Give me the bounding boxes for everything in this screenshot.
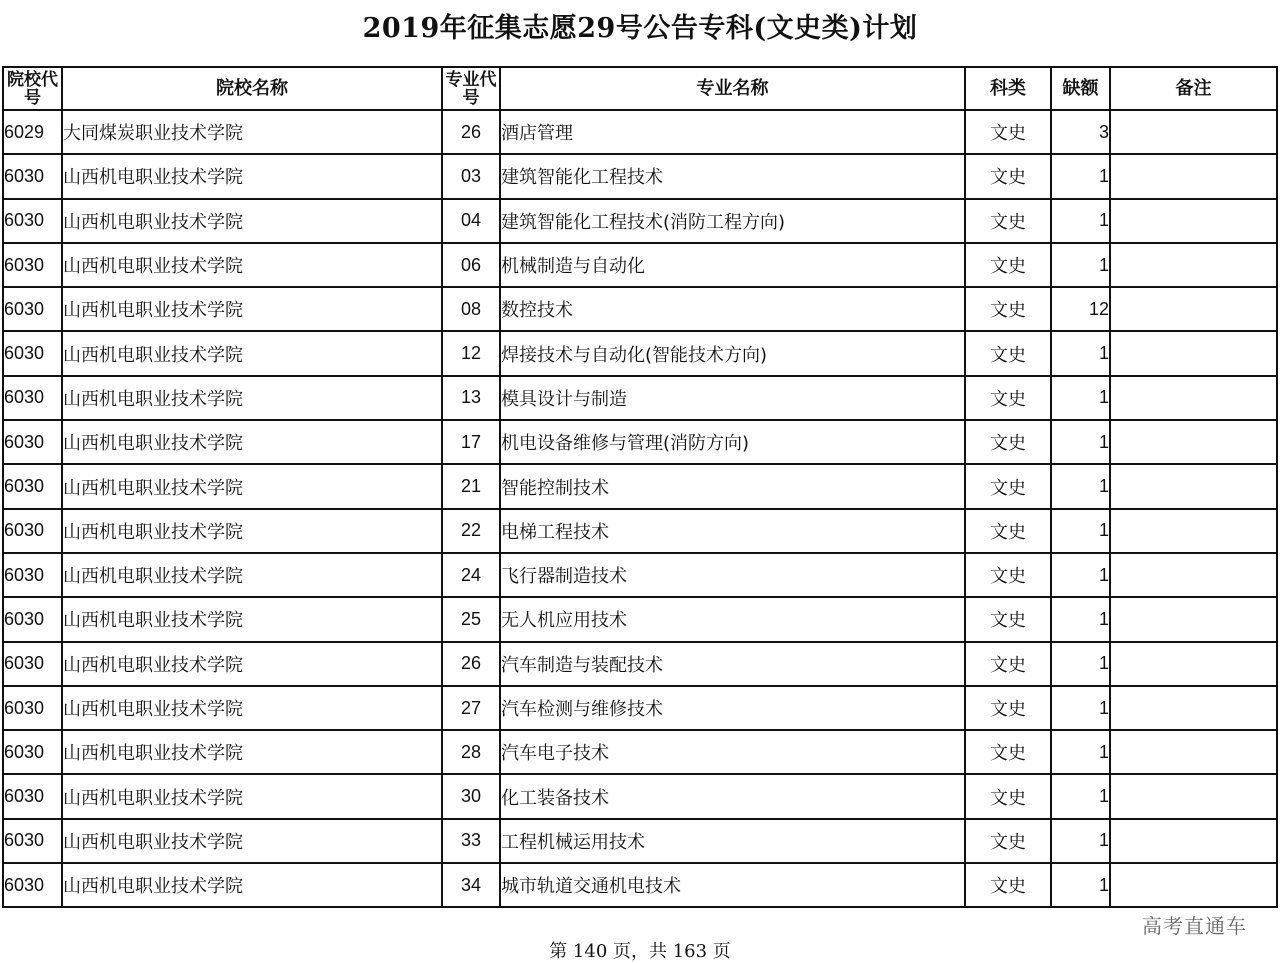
- cell-category: 文史: [965, 331, 1051, 375]
- cell-major-name: 智能控制技术: [500, 464, 965, 508]
- cell-vacancies: 1: [1051, 686, 1110, 730]
- cell-major-code: 04: [442, 199, 500, 243]
- cell-remarks: [1110, 420, 1277, 464]
- cell-vacancies: 1: [1051, 376, 1110, 420]
- cell-vacancies: 1: [1051, 331, 1110, 375]
- table-row: [3, 863, 1277, 907]
- cell-major-code: 26: [442, 110, 500, 154]
- cell-major-code: 12: [442, 331, 500, 375]
- cell-school-code: 6030: [3, 553, 62, 597]
- cell-category: 文史: [965, 243, 1051, 287]
- cell-remarks: [1110, 154, 1277, 198]
- cell-remarks: [1110, 110, 1277, 154]
- cell-school-code: 6029: [3, 110, 62, 154]
- cell-vacancies: 1: [1051, 464, 1110, 508]
- cell-school-code: 6030: [3, 464, 62, 508]
- cell-major-code: 34: [442, 863, 500, 907]
- page-title: 2019年征集志愿29号公告专科(文史类)计划: [362, 13, 918, 44]
- header-row: [3, 67, 1277, 110]
- cell-category: 文史: [965, 110, 1051, 154]
- cell-major-name: 无人机应用技术: [500, 597, 965, 641]
- cell-major-code: 33: [442, 819, 500, 863]
- table-row: [3, 642, 1277, 686]
- cell-remarks: [1110, 199, 1277, 243]
- cell-major-code: 24: [442, 553, 500, 597]
- cell-school-name: 山西机电职业技术学院: [62, 819, 442, 863]
- cell-school-code: 6030: [3, 154, 62, 198]
- header-school-code: 院校代号: [3, 67, 62, 110]
- cell-vacancies: 1: [1051, 154, 1110, 198]
- cell-school-name: 大同煤炭职业技术学院: [62, 110, 442, 154]
- cell-school-name: 山西机电职业技术学院: [62, 553, 442, 597]
- cell-major-name: 模具设计与制造: [500, 376, 965, 420]
- cell-remarks: [1110, 774, 1277, 818]
- cell-vacancies: 1: [1051, 553, 1110, 597]
- cell-remarks: [1110, 331, 1277, 375]
- table-row: [3, 597, 1277, 641]
- cell-major-name: 数控技术: [500, 287, 965, 331]
- cell-category: 文史: [965, 553, 1051, 597]
- cell-category: 文史: [965, 376, 1051, 420]
- cell-school-name: 山西机电职业技术学院: [62, 154, 442, 198]
- cell-major-code: 13: [442, 376, 500, 420]
- cell-school-name: 山西机电职业技术学院: [62, 509, 442, 553]
- cell-school-name: 山西机电职业技术学院: [62, 243, 442, 287]
- cell-category: 文史: [965, 287, 1051, 331]
- cell-major-name: 汽车检测与维修技术: [500, 686, 965, 730]
- cell-school-code: 6030: [3, 243, 62, 287]
- cell-school-code: 6030: [3, 597, 62, 641]
- cell-remarks: [1110, 243, 1277, 287]
- cell-major-code: 27: [442, 686, 500, 730]
- cell-school-code: 6030: [3, 686, 62, 730]
- cell-school-name: 山西机电职业技术学院: [62, 331, 442, 375]
- header-vacancies: 缺额: [1051, 67, 1110, 110]
- cell-major-name: 建筑智能化工程技术: [500, 154, 965, 198]
- cell-category: 文史: [965, 863, 1051, 907]
- cell-school-name: 山西机电职业技术学院: [62, 597, 442, 641]
- cell-major-name: 酒店管理: [500, 110, 965, 154]
- cell-school-code: 6030: [3, 199, 62, 243]
- cell-remarks: [1110, 730, 1277, 774]
- cell-school-name: 山西机电职业技术学院: [62, 642, 442, 686]
- cell-remarks: [1110, 464, 1277, 508]
- header-major-name: 专业名称: [500, 67, 965, 110]
- cell-school-code: 6030: [3, 331, 62, 375]
- table-row: [3, 110, 1277, 154]
- cell-major-code: 21: [442, 464, 500, 508]
- table-body: [3, 110, 1277, 907]
- table-row: [3, 154, 1277, 198]
- cell-major-name: 焊接技术与自动化(智能技术方向): [500, 331, 965, 375]
- cell-remarks: [1110, 509, 1277, 553]
- cell-major-name: 电梯工程技术: [500, 509, 965, 553]
- cell-major-name: 汽车制造与装配技术: [500, 642, 965, 686]
- table-row: [3, 287, 1277, 331]
- cell-major-code: 22: [442, 509, 500, 553]
- cell-major-code: 17: [442, 420, 500, 464]
- table-row: [3, 553, 1277, 597]
- cell-remarks: [1110, 287, 1277, 331]
- cell-remarks: [1110, 819, 1277, 863]
- header-remarks: 备注: [1110, 67, 1277, 110]
- cell-major-name: 化工装备技术: [500, 774, 965, 818]
- cell-major-code: 25: [442, 597, 500, 641]
- table-row: [3, 686, 1277, 730]
- page-footer: 第 140 页，共 163 页: [549, 941, 731, 962]
- cell-vacancies: 1: [1051, 199, 1110, 243]
- header-school-name: 院校名称: [62, 67, 442, 110]
- cell-vacancies: 1: [1051, 509, 1110, 553]
- table-row: [3, 420, 1277, 464]
- cell-category: 文史: [965, 774, 1051, 818]
- cell-major-name: 工程机械运用技术: [500, 819, 965, 863]
- cell-major-name: 建筑智能化工程技术(消防工程方向): [500, 199, 965, 243]
- cell-school-code: 6030: [3, 376, 62, 420]
- table-row: [3, 730, 1277, 774]
- table-row: [3, 464, 1277, 508]
- cell-category: 文史: [965, 597, 1051, 641]
- cell-vacancies: 1: [1051, 730, 1110, 774]
- table-row: [3, 199, 1277, 243]
- cell-school-code: 6030: [3, 287, 62, 331]
- cell-category: 文史: [965, 464, 1051, 508]
- header-category: 科类: [965, 67, 1051, 110]
- cell-school-name: 山西机电职业技术学院: [62, 730, 442, 774]
- cell-vacancies: 1: [1051, 819, 1110, 863]
- cell-vacancies: 3: [1051, 110, 1110, 154]
- cell-remarks: [1110, 863, 1277, 907]
- cell-major-name: 机电设备维修与管理(消防方向): [500, 420, 965, 464]
- watermark: 高考直通车: [1142, 914, 1247, 938]
- cell-school-name: 山西机电职业技术学院: [62, 464, 442, 508]
- cell-school-name: 山西机电职业技术学院: [62, 376, 442, 420]
- cell-school-name: 山西机电职业技术学院: [62, 863, 442, 907]
- cell-remarks: [1110, 686, 1277, 730]
- cell-category: 文史: [965, 154, 1051, 198]
- cell-school-name: 山西机电职业技术学院: [62, 774, 442, 818]
- cell-major-code: 06: [442, 243, 500, 287]
- table-row: [3, 509, 1277, 553]
- cell-school-name: 山西机电职业技术学院: [62, 686, 442, 730]
- cell-category: 文史: [965, 642, 1051, 686]
- cell-school-code: 6030: [3, 819, 62, 863]
- cell-school-name: 山西机电职业技术学院: [62, 199, 442, 243]
- cell-school-code: 6030: [3, 642, 62, 686]
- cell-remarks: [1110, 376, 1277, 420]
- cell-school-code: 6030: [3, 730, 62, 774]
- cell-category: 文史: [965, 199, 1051, 243]
- cell-major-code: 03: [442, 154, 500, 198]
- cell-major-code: 30: [442, 774, 500, 818]
- cell-school-name: 山西机电职业技术学院: [62, 287, 442, 331]
- cell-vacancies: 1: [1051, 597, 1110, 641]
- cell-school-code: 6030: [3, 509, 62, 553]
- cell-school-code: 6030: [3, 863, 62, 907]
- cell-remarks: [1110, 553, 1277, 597]
- header-major-code: 专业代号: [442, 67, 500, 110]
- cell-major-name: 机械制造与自动化: [500, 243, 965, 287]
- cell-category: 文史: [965, 730, 1051, 774]
- table-row: [3, 331, 1277, 375]
- cell-category: 文史: [965, 509, 1051, 553]
- cell-category: 文史: [965, 819, 1051, 863]
- cell-remarks: [1110, 597, 1277, 641]
- cell-vacancies: 1: [1051, 243, 1110, 287]
- cell-school-name: 山西机电职业技术学院: [62, 420, 442, 464]
- cell-major-code: 08: [442, 287, 500, 331]
- cell-category: 文史: [965, 686, 1051, 730]
- cell-vacancies: 1: [1051, 774, 1110, 818]
- cell-vacancies: 1: [1051, 420, 1110, 464]
- table-row: [3, 376, 1277, 420]
- cell-major-code: 28: [442, 730, 500, 774]
- cell-major-name: 飞行器制造技术: [500, 553, 965, 597]
- cell-category: 文史: [965, 420, 1051, 464]
- cell-remarks: [1110, 642, 1277, 686]
- cell-vacancies: 1: [1051, 642, 1110, 686]
- cell-major-name: 汽车电子技术: [500, 730, 965, 774]
- cell-major-code: 26: [442, 642, 500, 686]
- cell-vacancies: 12: [1051, 287, 1110, 331]
- cell-school-code: 6030: [3, 774, 62, 818]
- plan-table: [2, 66, 1278, 908]
- table-row: [3, 819, 1277, 863]
- cell-major-name: 城市轨道交通机电技术: [500, 863, 965, 907]
- table-row: [3, 774, 1277, 818]
- cell-school-code: 6030: [3, 420, 62, 464]
- cell-vacancies: 1: [1051, 863, 1110, 907]
- table-row: [3, 243, 1277, 287]
